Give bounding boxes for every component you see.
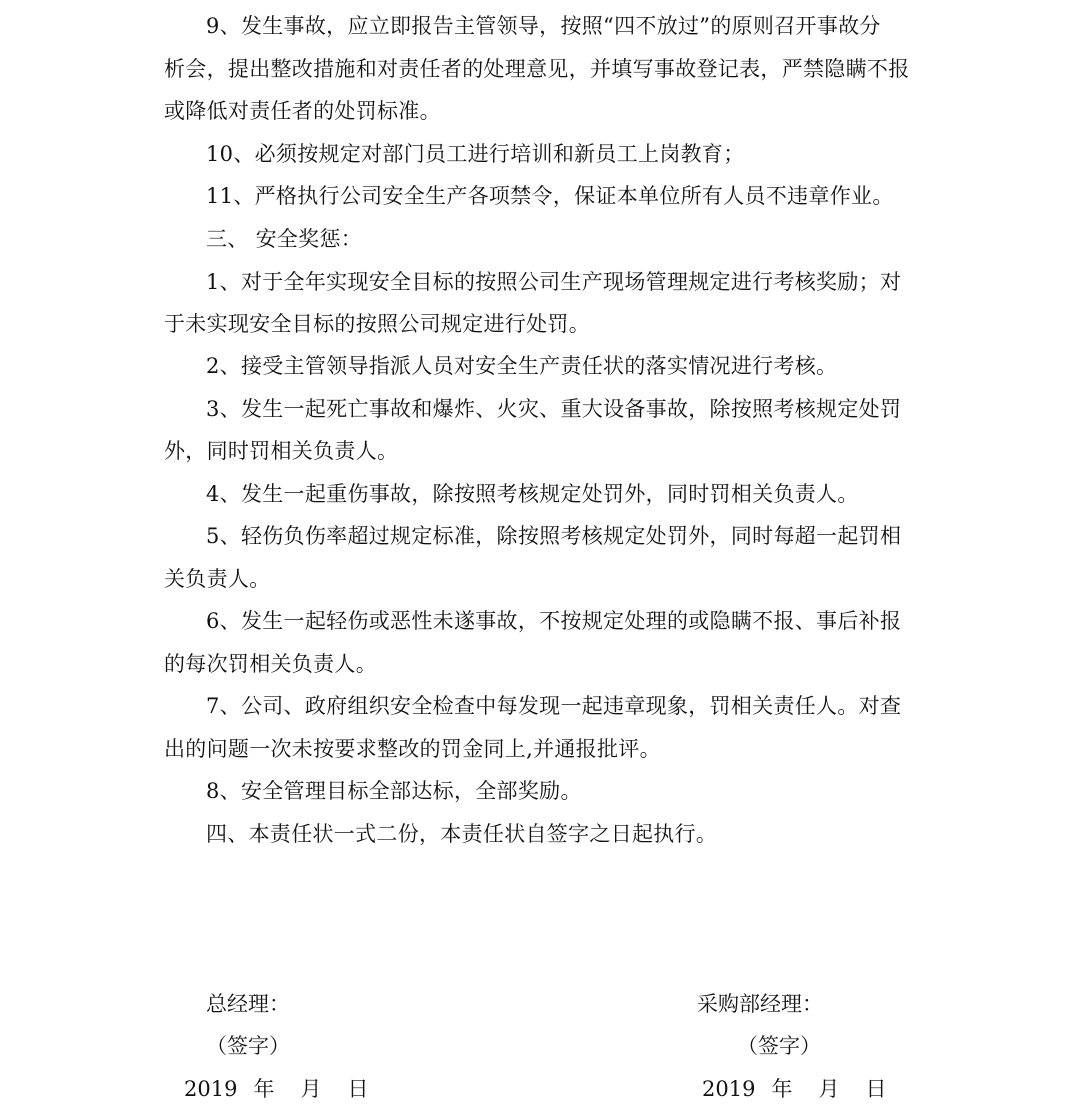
left-signature-date: [184, 1075, 368, 1103]
left-date-year-label: 年: [253, 1077, 275, 1101]
left-date-year: 2019: [184, 1077, 238, 1101]
section-3-heading: 三、 安全奖惩：: [206, 227, 363, 251]
left-date-month-label: 月: [300, 1077, 322, 1101]
item-9-line-2: 析会，提出整改措施和对责任者的处理意见，并填写事故登记表，严禁隐瞒不报: [164, 57, 910, 81]
right-signature-date: [702, 1075, 886, 1103]
left-date-day-label: 日: [347, 1077, 369, 1101]
reward-1-line-1: 1、对于全年实现安全目标的按照公司生产现场管理规定进行考核奖励；对: [206, 270, 902, 294]
section-4-line-1: 四、本责任状一式二份，本责任状自签字之日起执行。: [206, 822, 718, 846]
reward-6-line-2: 的每次罚相关负责人。: [164, 652, 377, 676]
item-11-line-1: 11、严格执行公司安全生产各项禁令，保证本单位所有人员不违章作业。: [206, 184, 894, 208]
item-9-line-3: 或降低对责任者的处罚标准。: [164, 99, 441, 123]
reward-1-line-2: 于未实现安全目标的按照公司规定进行处罚。: [164, 312, 590, 336]
right-signature-title: 采购部经理：: [697, 992, 823, 1016]
right-date-day-label: 日: [865, 1077, 887, 1101]
reward-3-line-1: 3、发生一起死亡事故和爆炸、火灾、重大设备事故，除按照考核规定处罚: [206, 397, 902, 421]
item-9-line-1: 9、发生事故，应立即报告主管领导，按照“四不放过”的原则召开事故分: [206, 14, 881, 38]
left-signature-note: （签字）: [206, 1034, 290, 1058]
item-10-line-1: 10、必须按规定对部门员工进行培训和新员工上岗教育；: [206, 142, 745, 166]
right-date-month-label: 月: [818, 1077, 840, 1101]
reward-8-line-1: 8、安全管理目标全部达标，全部奖励。: [206, 779, 582, 803]
reward-5-line-1: 5、轻伤负伤率超过规定标准，除按照考核规定处罚外，同时每超一起罚相: [206, 524, 902, 548]
right-date-year-label: 年: [771, 1077, 793, 1101]
reward-7-line-2: 出的问题一次未按要求整改的罚金同上,并通报批评。: [164, 737, 661, 761]
left-signature-title: 总经理：: [206, 992, 290, 1016]
reward-3-line-2: 外，同时罚相关负责人。: [164, 439, 399, 463]
reward-2-line-1: 2、接受主管领导指派人员对安全生产责任状的落实情况进行考核。: [206, 354, 838, 378]
reward-7-line-1: 7、公司、政府组织安全检查中每发现一起违章现象，罚相关责任人。对查: [206, 694, 902, 718]
reward-4-line-1: 4、发生一起重伤事故，除按照考核规定处罚外，同时罚相关负责人。: [206, 482, 859, 506]
reward-5-line-2: 关负责人。: [164, 567, 271, 591]
right-date-year: 2019: [702, 1077, 756, 1101]
reward-6-line-1: 6、发生一起轻伤或恶性未遂事故，不按规定处理的或隐瞒不报、事后补报: [206, 609, 902, 633]
right-signature-note: （签字）: [737, 1034, 821, 1058]
